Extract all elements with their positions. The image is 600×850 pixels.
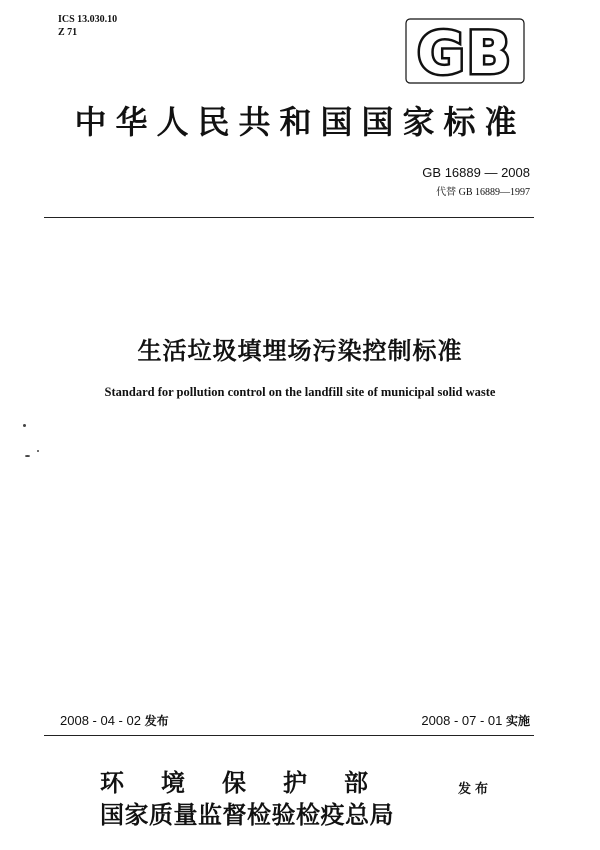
- standard-number: GB 16889 — 2008: [422, 165, 530, 180]
- scan-speck: [25, 455, 30, 457]
- gb-logo-text: GB: [417, 19, 513, 84]
- standard-title-english: Standard for pollution control on the landfill site of municipal solid waste: [104, 385, 496, 399]
- issue-date-value: 2008 - 04 - 02: [60, 713, 141, 728]
- gb-logo: [405, 18, 525, 84]
- issuing-organization-2: 国家质量监督检验检疫总局: [100, 800, 394, 829]
- implementation-label: 实施: [505, 714, 530, 728]
- publish-label: 发布: [458, 782, 493, 797]
- implementation-date-value: 2008 - 07 - 01: [421, 713, 503, 728]
- national-standard-heading: 中华人民共和国国家标准: [74, 103, 526, 141]
- bottom-divider: [44, 735, 534, 736]
- ics-code: ICS 13.030.10: [58, 14, 118, 25]
- replaces-standard: 代替 GB 16889—1997: [436, 187, 530, 198]
- implementation-date: [421, 712, 530, 729]
- issuing-organization-1: 环境保护部: [100, 768, 405, 797]
- scan-speck: [23, 424, 26, 427]
- classification-codes: [58, 13, 117, 39]
- issue-label: 发布: [144, 714, 169, 728]
- issue-date: [60, 712, 169, 729]
- ccs-code: Z 71: [58, 27, 78, 38]
- scan-speck: [37, 450, 39, 452]
- standard-title-chinese: 生活垃圾填埋场污染控制标准: [137, 336, 463, 365]
- top-divider: [44, 217, 534, 218]
